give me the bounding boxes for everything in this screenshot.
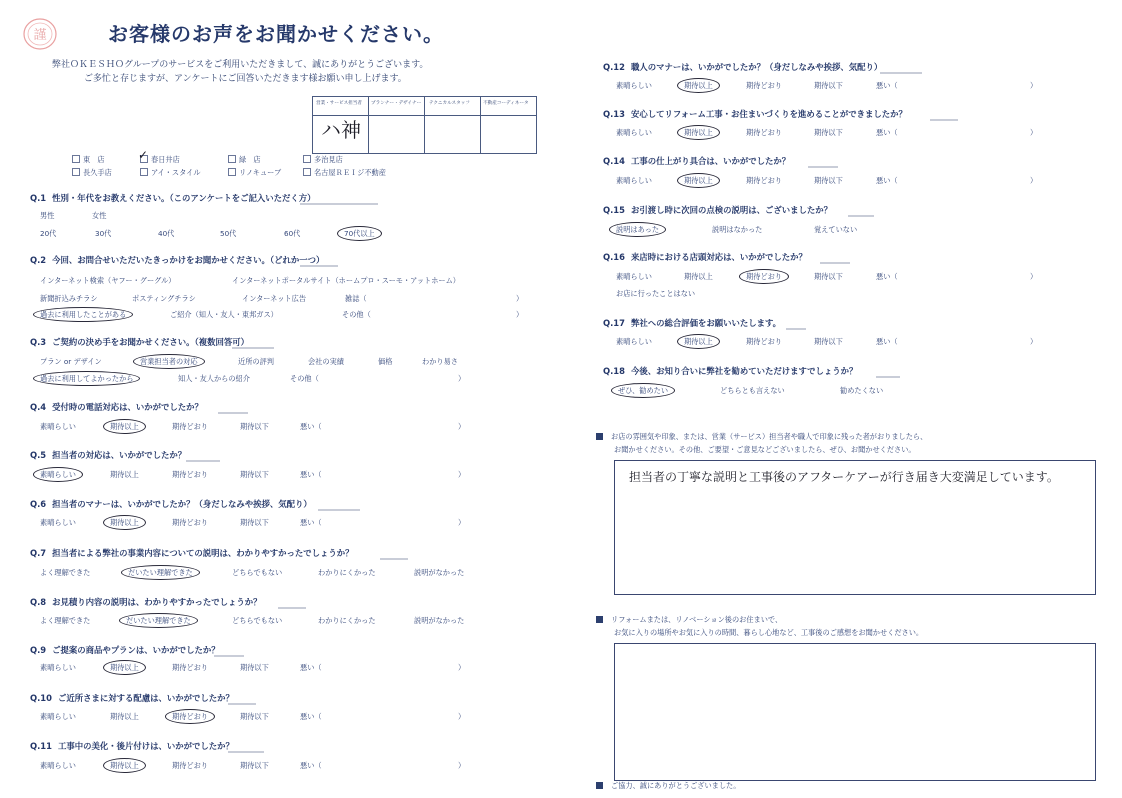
q10-option[interactable]: 素晴らしい	[40, 712, 76, 721]
question-q6: Q.6 担当者のマナーは、いかがでしたか？（身だしなみや挨拶、気配り）	[30, 499, 312, 509]
q2-bracket: ）	[516, 310, 524, 319]
q3-bracket: ）	[458, 374, 466, 383]
checkbox-icon	[228, 168, 236, 176]
q12-option[interactable]: 期待以下	[814, 81, 843, 90]
q1-option[interactable]: 女性	[92, 211, 107, 220]
checkbox-icon	[72, 168, 80, 176]
question-q11: Q.11 工事中の美化・後片付けは、いかがでしたか？	[30, 741, 234, 751]
q15-option[interactable]: 覚えていない	[814, 225, 858, 234]
q10-option[interactable]: 期待以上	[110, 712, 139, 721]
q14-option[interactable]: 悪い（	[876, 176, 898, 185]
square-bullet-icon	[596, 433, 603, 440]
q1-option[interactable]: 20代	[40, 229, 57, 238]
question-underline	[232, 347, 274, 349]
q12-option-selected[interactable]: 期待以上	[684, 82, 713, 89]
store-tajimi[interactable]: 多治見店	[303, 155, 343, 163]
q16-option[interactable]: 悪い（	[876, 272, 898, 281]
q13-option[interactable]: 素晴らしい	[616, 128, 652, 137]
comment-prompt-1: お店の雰囲気や印象、または、営業（サービス）担当者や職人で印象に残った者がおりましたら、	[596, 433, 927, 440]
q5-bracket: ）	[458, 470, 466, 479]
q13-option-selected[interactable]: 期待以上	[684, 129, 713, 136]
store-nagoya-estate[interactable]: 名古屋ＲＥＩジ不動産	[303, 168, 386, 176]
store-renocube[interactable]: リノキューブ	[228, 168, 281, 176]
question-q2: Q.2 今回、お問合せいただいたきっかけをお聞かせください。（どれか一つ）	[30, 255, 325, 265]
q13-bracket: ）	[1030, 128, 1038, 137]
q7-option-selected[interactable]: だいたい理解できた	[128, 569, 193, 576]
q17-option[interactable]: 悪い（	[876, 337, 898, 346]
q17-option-selected[interactable]: 期待以上	[684, 338, 713, 345]
question-q15: Q.15 お引渡し時に次回の点検の説明は、ございましたか？	[603, 205, 832, 215]
q8-option[interactable]: どちらでもない	[232, 616, 283, 625]
q1-option-selected[interactable]: 70代以上	[344, 230, 375, 237]
q1-option[interactable]: 30代	[95, 229, 112, 238]
q6-option[interactable]: 素晴らしい	[40, 518, 76, 527]
page-title: お客様のお声をお聞かせください。	[108, 22, 444, 46]
q14-bracket: ）	[1030, 176, 1038, 185]
q11-option[interactable]: 期待どおり	[172, 761, 208, 770]
question-underline	[186, 460, 220, 462]
q4-option[interactable]: 素晴らしい	[40, 422, 76, 431]
checkbox-icon	[303, 168, 311, 176]
q16-option[interactable]: 期待以上	[684, 272, 713, 281]
staff-header-planner: プランナー・デザイナー	[371, 101, 422, 106]
question-q14: Q.14 工事の仕上がり具合は、いかがでしたか？	[603, 156, 791, 166]
question-q1: Q.1 性別・年代をお教えください。（このアンケートをご記入いただく方）	[30, 193, 316, 203]
q18-option-selected[interactable]: ぜひ、勧めたい	[618, 387, 668, 394]
store-nagakute[interactable]: 長久手店	[72, 168, 112, 176]
q6-option[interactable]: 悪い（	[300, 518, 322, 527]
svg-text:謹: 謹	[33, 28, 47, 43]
store-midori[interactable]: 緑 店	[228, 155, 261, 163]
q7-option[interactable]: よく理解できた	[40, 568, 91, 577]
q12-bracket: ）	[1030, 81, 1038, 90]
q2-option[interactable]: 新聞折込みチラシ	[40, 294, 98, 303]
q2-option[interactable]: インターネット広告	[242, 294, 307, 303]
q14-option[interactable]: 期待以下	[814, 176, 843, 185]
question-q3: Q.3 ご契約の決め手をお聞かせください。（複数回答可）	[30, 337, 249, 347]
q13-option[interactable]: 悪い（	[876, 128, 898, 137]
q9-option[interactable]: 素晴らしい	[40, 663, 76, 672]
q8-option[interactable]: よく理解できた	[40, 616, 91, 625]
q1-option[interactable]: 50代	[220, 229, 237, 238]
question-underline	[228, 703, 256, 705]
question-underline	[300, 265, 338, 267]
checkbox-icon	[303, 155, 311, 163]
staff-header-sales: 営業・サービス担当者	[316, 101, 362, 106]
q11-option-selected[interactable]: 期待以上	[110, 762, 139, 769]
q3-option[interactable]: 知人・友人からの紹介	[178, 374, 250, 383]
question-underline	[848, 215, 874, 217]
q16-option[interactable]: 素晴らしい	[616, 272, 652, 281]
q5-option[interactable]: 期待以下	[240, 470, 269, 479]
store-kasugai-checkmark: ✓	[138, 148, 149, 162]
q16-option-selected[interactable]: 期待どおり	[746, 273, 782, 280]
question-q4: Q.4 受付時の電話対応は、いかがでしたか？	[30, 402, 203, 412]
store-istyle[interactable]: アイ・スタイル	[140, 168, 201, 176]
comment-box-2[interactable]	[614, 643, 1096, 781]
comment-prompt-1b: お聞かせください。その他、ご要望・ご意見などございましたら、ぜひ、お聞かせください。	[614, 445, 916, 454]
staff-table	[312, 96, 537, 154]
question-q5: Q.5 担当者の対応は、いかがでしたか？	[30, 450, 187, 460]
q2-option[interactable]: ご紹介（知人・友人・東邦ガス）	[170, 310, 278, 319]
question-q8: Q.8 お見積り内容の説明は、わかりやすかったでしょうか？	[30, 597, 262, 607]
q9-option-selected[interactable]: 期待以上	[110, 664, 139, 671]
q18-option[interactable]: 勧めたくない	[840, 386, 884, 395]
staff-header-technical: テクニカルスタッフ	[429, 101, 470, 106]
store-kasugai[interactable]: 春日井店	[140, 155, 180, 163]
q15-option-selected[interactable]: 説明はあった	[616, 226, 659, 233]
question-q10: Q.10 ご近所さまに対する配慮は、いかがでしたか？	[30, 693, 234, 703]
q8-option[interactable]: わかりにくかった	[318, 616, 376, 625]
checkbox-icon	[228, 155, 236, 163]
q18-option[interactable]: どちらとも言えない	[720, 386, 785, 395]
q3-option[interactable]: 近所の評判	[238, 357, 274, 366]
question-underline	[808, 166, 838, 168]
comment-prompt-2b: お気に入りの場所やお気に入りの時間、暮らし心地など、工事後のご感想をお聞かせください。	[614, 628, 924, 637]
question-q9: Q.9 ご提案の商品やプランは、いかがでしたか？	[30, 645, 220, 655]
question-underline	[300, 203, 378, 205]
q5-option-selected[interactable]: 素晴らしい	[40, 471, 76, 478]
q17-option[interactable]: 期待どおり	[746, 337, 782, 346]
question-underline	[380, 558, 408, 560]
q4-option[interactable]: 期待どおり	[172, 422, 208, 431]
q11-option[interactable]: 悪い（	[300, 761, 322, 770]
question-underline	[318, 509, 360, 511]
comment-box-1[interactable]	[614, 460, 1096, 595]
square-bullet-icon	[596, 782, 603, 789]
q13-option[interactable]: 期待どおり	[746, 128, 782, 137]
q7-option[interactable]: わかりにくかった	[318, 568, 376, 577]
q11-option[interactable]: 素晴らしい	[40, 761, 76, 770]
q8-option[interactable]: 説明がなかった	[414, 616, 465, 625]
q17-bracket: ）	[1030, 337, 1038, 346]
q10-option-selected[interactable]: 期待どおり	[172, 713, 208, 720]
question-q7: Q.7 担当者による弊社の事業内容についての説明は、わかりやすかったでしょうか？	[30, 548, 354, 558]
question-underline	[214, 655, 244, 657]
square-bullet-icon	[596, 616, 603, 623]
q11-option[interactable]: 期待以下	[240, 761, 269, 770]
closing-thanks: ご協力、誠にありがとうございました。	[596, 782, 740, 789]
q3-option[interactable]: その他（	[290, 374, 319, 383]
q1-option[interactable]: 60代	[284, 229, 301, 238]
q5-option[interactable]: 期待以上	[110, 470, 139, 479]
question-underline	[930, 119, 958, 121]
q4-bracket: ）	[458, 422, 466, 431]
q6-option-selected[interactable]: 期待以上	[110, 519, 139, 526]
q4-option[interactable]: 悪い（	[300, 422, 322, 431]
q10-option[interactable]: 悪い（	[300, 712, 322, 721]
q2-option[interactable]: 雑誌（	[345, 294, 367, 303]
q7-option[interactable]: どちらでもない	[232, 568, 283, 577]
q14-option[interactable]: 期待どおり	[746, 176, 782, 185]
q10-option[interactable]: 期待以下	[240, 712, 269, 721]
q1-option[interactable]: 40代	[158, 229, 175, 238]
q12-option[interactable]: 悪い（	[876, 81, 898, 90]
comment-answer-1: 担当者の丁寧な説明と工事後のアフターケアーが行き届き大変満足しています。	[629, 470, 1059, 484]
q16-bracket: ）	[1030, 272, 1038, 281]
q15-option[interactable]: 説明はなかった	[712, 225, 763, 234]
q17-option[interactable]: 期待以下	[814, 337, 843, 346]
q3-option[interactable]: 会社の実績	[308, 357, 344, 366]
checkbox-icon	[140, 168, 148, 176]
staff-header-realestate: 不動産コーディネータ	[483, 101, 529, 106]
q3-option[interactable]: わかり易さ	[422, 357, 458, 366]
staff-handwritten-name: ハ神	[321, 118, 361, 142]
question-q13: Q.13 安心してリフォーム工事・お住まいづくりを進めることができましたか？	[603, 109, 907, 119]
q3-option-selected[interactable]: 営業担当者の対応	[140, 358, 198, 365]
q10-bracket: ）	[458, 712, 466, 721]
question-underline	[218, 412, 248, 414]
question-underline	[880, 72, 922, 74]
q2-option[interactable]: その他（	[342, 310, 371, 319]
q17-option[interactable]: 素晴らしい	[616, 337, 652, 346]
q2-bracket: ）	[516, 294, 524, 303]
q16-option[interactable]: お店に行ったことはない	[616, 289, 696, 298]
checkbox-icon	[72, 155, 80, 163]
q9-option[interactable]: 悪い（	[300, 663, 322, 672]
q9-option[interactable]: 期待どおり	[172, 663, 208, 672]
question-q17: Q.17 弊社への総合評価をお願いいたします。	[603, 318, 782, 328]
q16-option[interactable]: 期待以下	[814, 272, 843, 281]
question-underline	[876, 376, 900, 378]
q9-bracket: ）	[458, 663, 466, 672]
q3-option[interactable]: 価格	[378, 357, 393, 366]
q6-option[interactable]: 期待どおり	[172, 518, 208, 527]
q4-option-selected[interactable]: 期待以上	[110, 423, 139, 430]
q13-option[interactable]: 期待以下	[814, 128, 843, 137]
q1-option[interactable]: 男性	[40, 211, 55, 220]
q3-option[interactable]: プラン or デザイン	[40, 357, 102, 366]
intro-line-1: 弊社ＯＫＥＳＨＯグループのサービスをご利用いただきまして、誠にありがとうございます。	[52, 60, 429, 70]
question-q18: Q.18 今後、お知り合いに弊社を勧めていただけますでしょうか？	[603, 366, 858, 376]
q2-option[interactable]: インターネット検索（ヤフー・グーグル）	[40, 276, 176, 285]
q5-option[interactable]: 悪い（	[300, 470, 322, 479]
q5-option[interactable]: 期待どおり	[172, 470, 208, 479]
comment-prompt-2: リフォームまたは、リノベーション後のお住まいで、	[596, 616, 782, 623]
q14-option-selected[interactable]: 期待以上	[684, 177, 713, 184]
q12-option[interactable]: 素晴らしい	[616, 81, 652, 90]
question-q16: Q.16 来店時における店頭対応は、いかがでしたか？	[603, 252, 807, 262]
q6-bracket: ）	[458, 518, 466, 527]
question-underline	[278, 607, 306, 609]
q2-option[interactable]: ポスティングチラシ	[132, 294, 196, 303]
q2-option-selected[interactable]: 過去に利用したことがある	[40, 311, 126, 318]
q3-option-selected[interactable]: 過去に利用してよかったから	[40, 375, 133, 382]
question-q12: Q.12 職人のマナーは、いかがでしたか？（身だしなみや挨拶、気配り）	[603, 62, 883, 72]
q8-option-selected[interactable]: だいたい理解できた	[126, 617, 191, 624]
q6-option[interactable]: 期待以下	[240, 518, 269, 527]
question-underline	[820, 262, 850, 264]
q4-option[interactable]: 期待以下	[240, 422, 269, 431]
q12-option[interactable]: 期待どおり	[746, 81, 782, 90]
question-underline	[228, 751, 264, 753]
seal-mark	[20, 16, 60, 52]
store-higashi[interactable]: 東 店	[72, 155, 105, 163]
intro-line-2: ご多忙と存じますが、アンケートにご回答いただきます様お願い申し上げます。	[84, 74, 407, 84]
q9-option[interactable]: 期待以下	[240, 663, 269, 672]
q2-option[interactable]: インターネットポータルサイト（ホームプロ・スーモ・アットホーム）	[232, 276, 460, 285]
q11-bracket: ）	[458, 761, 466, 770]
question-underline	[786, 328, 806, 330]
q7-option[interactable]: 説明がなかった	[414, 568, 465, 577]
q14-option[interactable]: 素晴らしい	[616, 176, 652, 185]
